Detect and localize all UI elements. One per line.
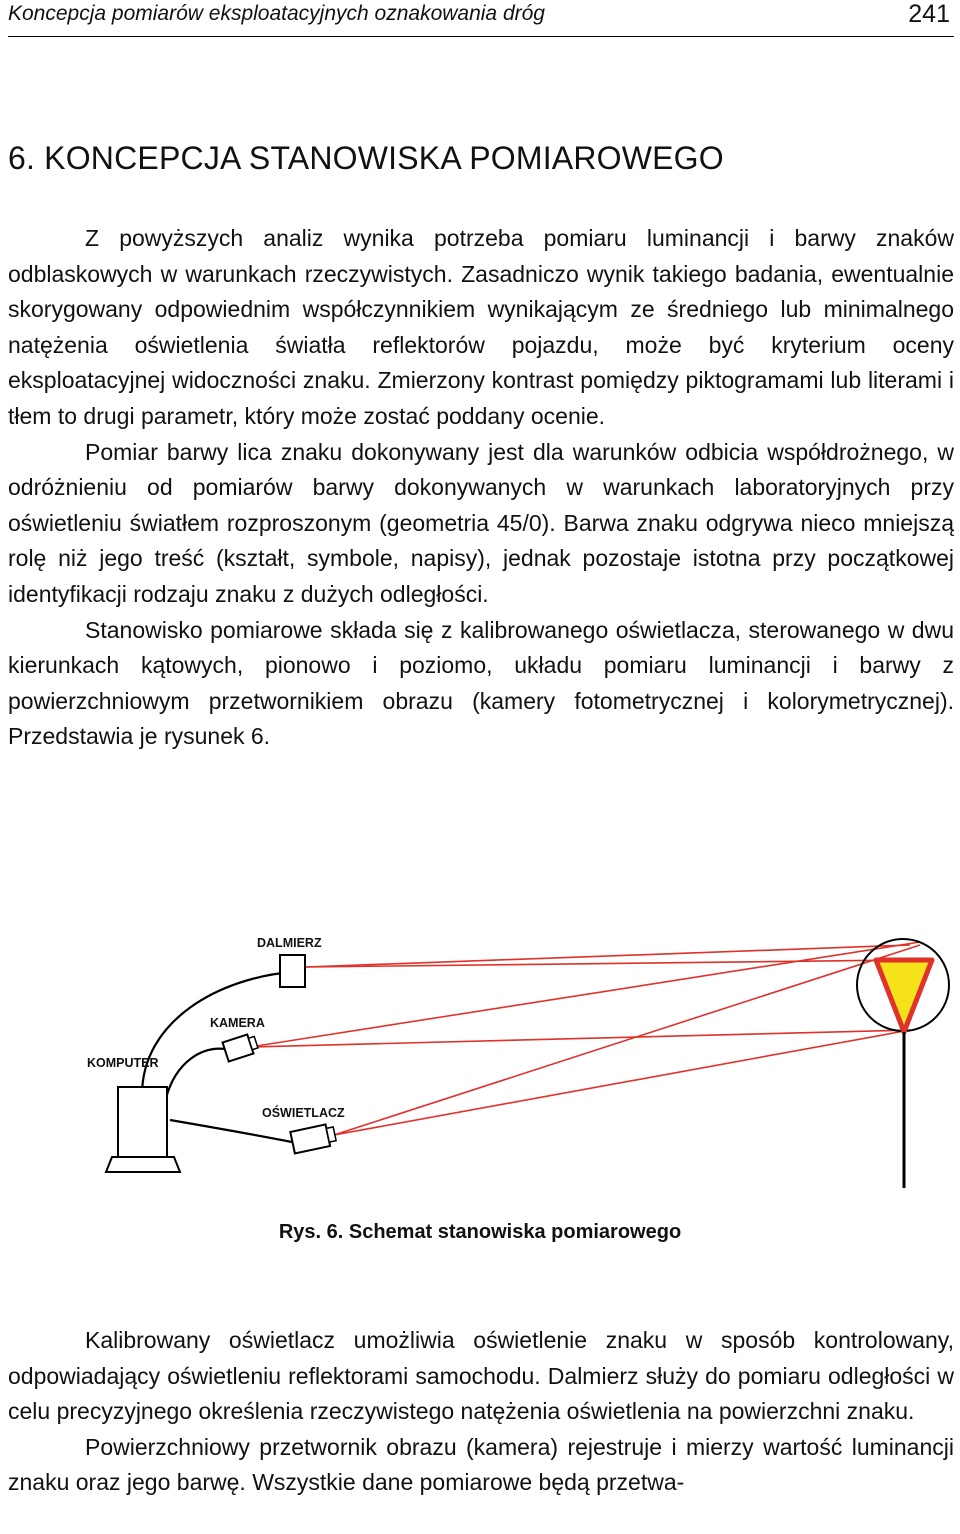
label-camera: KAMERA <box>210 1016 265 1030</box>
beam-lines <box>250 942 920 1135</box>
beam-line <box>250 1030 910 1047</box>
computer-monitor <box>118 1087 167 1157</box>
measurement-setup-diagram <box>70 920 960 1210</box>
paragraph: Powierzchniowy przetwornik obrazu (kamera) rejestruje i mierzy wartość luminancji znaku oraz jego barwę. Wszystkie dane pomiarowe będą przetwa- <box>8 1433 954 1496</box>
rangefinder-device <box>280 955 305 987</box>
running-header <box>8 0 954 37</box>
paragraph: Kalibrowany oświetlacz umożliwia oświetlenie znaku w sposób kontrolowany, odpowiadający oświetleniu reflektorami samochodu. Dalmierz służy do pomiaru odległości w celu precyzyjnego określenia rzeczywistego natężenia oświetlenia na powierzchni znaku. <box>8 1327 954 1425</box>
cable-computer-illuminator <box>170 1120 292 1142</box>
paragraph: Pomiar barwy lica znaku dokonywany jest dla warunków odbicia współdrożnego, w odróżnieniu od pomiarów barwy dokonywanych w warunkach laboratoryjnych przy oświetleniu światłem rozproszonym (geometria 45/0). Barwa znaku odgrywa nieco mniejszą rolę niż jego treść (kształt, symbole, napisy), jednak pozostaje istotna przy początkowej identyfikacji rodzaju znaku z dużych odległości. <box>8 438 954 607</box>
section-heading: 6. KONCEPCJA STANOWISKA POMIAROWEGO <box>8 140 724 176</box>
illuminator-device <box>290 1123 337 1153</box>
text-block-after-figure <box>8 1323 954 1501</box>
cable-computer-rangefinder <box>142 972 292 1095</box>
label-illuminator: OŚWIETLACZ <box>262 1106 345 1120</box>
beam-line <box>250 942 920 1047</box>
computer-base <box>106 1157 180 1172</box>
beam-line <box>334 945 920 1135</box>
paragraph: Z powyższych analiz wynika potrzeba pomiaru luminancji i barwy znaków odblaskowych w warunkach rzeczywistych. Zasadniczo wynik takiego badania, ewentualnie skorygowany odpowiednim współczynnikiem wynikającym ze średniego lub minimalnego natężenia oświetlenia światła reflektorów pojazdu, może być kryterium oceny eksploatacyjnej widoczności znaku. Zmierzony kontrast pomiędzy piktogramami lub literami i tłem to drugi parametr, który może zostać poddany ocenie. <box>8 225 954 429</box>
paragraph: Stanowisko pomiarowe składa się z kalibrowanego oświetlacza, sterowanego w dwu kierunkach kątowych, pionowo i poziomo, układu pomiaru luminancji i barwy z powierzchniowym przetwornikiem obrazu (kamery fotometrycznej i kolorymetrycznej). Przedstawia je rysunek 6. <box>8 616 954 750</box>
beam-line <box>334 1030 910 1135</box>
cable-computer-camera <box>166 1049 232 1098</box>
yield-sign-icon <box>876 960 932 1032</box>
label-rangefinder: DALMIERZ <box>257 936 322 950</box>
text-block-before-figure <box>8 221 954 755</box>
camera-device <box>223 1033 260 1062</box>
page-number: 241 <box>908 0 950 28</box>
label-computer: KOMPUTER <box>87 1056 159 1070</box>
running-title: Koncepcja pomiarów eksploatacyjnych oznakowania dróg <box>8 2 545 25</box>
figure-caption: Rys. 6. Schemat stanowiska pomiarowego <box>278 1221 682 1243</box>
